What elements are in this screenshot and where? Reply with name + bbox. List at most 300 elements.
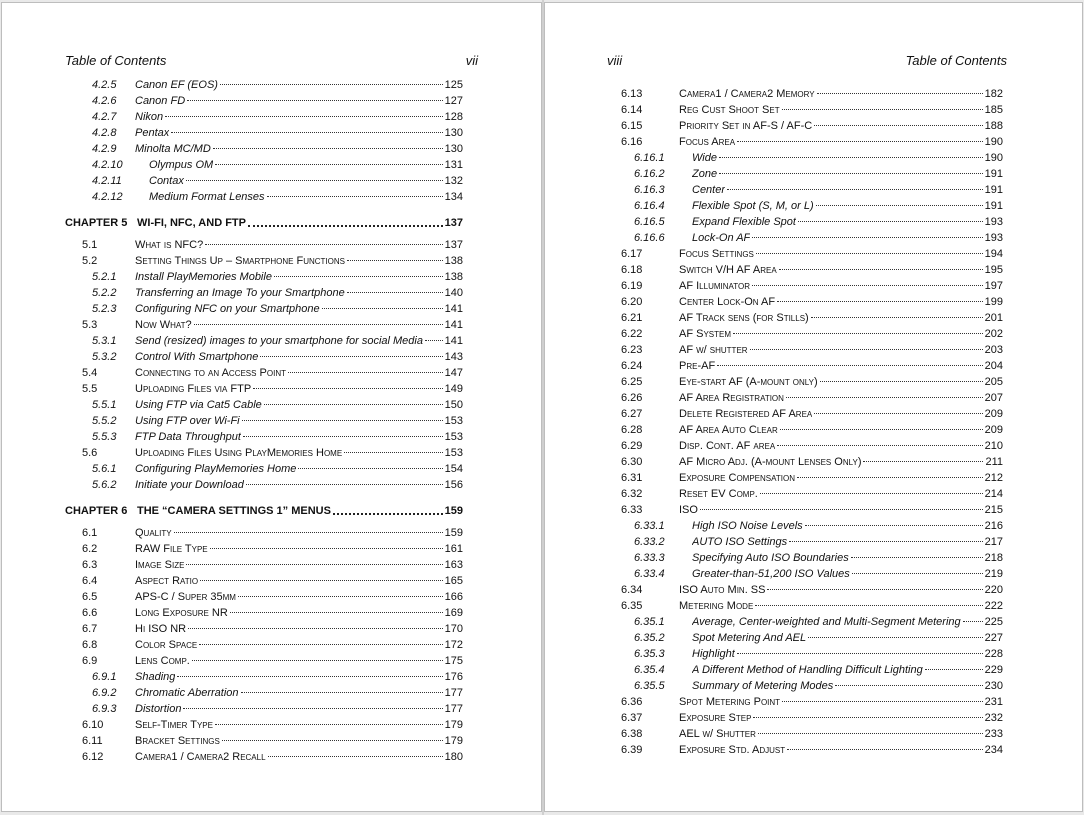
toc-entry[interactable]: [65, 623, 463, 639]
dot-leader: [758, 733, 983, 734]
toc-entry-title: AF System: [679, 328, 732, 340]
toc-entry-title: Focus Area: [679, 136, 736, 148]
toc-entry-title: AF w/ shutter: [679, 344, 748, 356]
toc-entry-title: Self-Timer Type: [135, 719, 213, 731]
toc-entry-title: Wide: [692, 152, 717, 164]
dot-leader: [852, 573, 983, 574]
toc-entry-title: Distortion: [135, 703, 182, 715]
toc-entry-title: Expand Flexible Spot: [692, 216, 796, 228]
toc-entry[interactable]: [621, 648, 1003, 664]
toc-entry[interactable]: [621, 552, 1003, 568]
toc-entry[interactable]: [621, 328, 1003, 344]
toc-entry-page: 179: [444, 735, 463, 747]
dot-leader: [755, 605, 982, 606]
toc-entry-number: 6.33.3: [634, 552, 665, 564]
dot-leader: [344, 452, 442, 453]
toc-entry-title: Pre-AF: [679, 360, 716, 372]
toc-entry[interactable]: [65, 159, 463, 175]
toc-entry[interactable]: [621, 88, 1003, 104]
toc-entry-number: 5.5: [82, 383, 98, 395]
toc-entry-number: 6.33: [621, 504, 643, 516]
dot-leader: [817, 93, 983, 94]
dot-leader: [333, 513, 443, 515]
toc-entry-page: 204: [984, 360, 1003, 372]
dot-leader: [171, 132, 442, 133]
toc-entry[interactable]: [621, 744, 1003, 760]
toc-entry-title: Setting Things Up – Smartphone Functions: [135, 255, 346, 267]
toc-entry-number: 5.3: [82, 319, 98, 331]
toc-entry[interactable]: [621, 136, 1003, 152]
toc-entry-title: Delete Registered AF Area: [679, 408, 813, 420]
toc-entry-page: 195: [984, 264, 1003, 276]
dot-leader: [814, 413, 982, 414]
toc-entry-number: CHAPTER 5: [65, 217, 128, 229]
toc-entry[interactable]: [65, 271, 463, 287]
dot-leader: [811, 317, 983, 318]
toc-entry-page: 134: [444, 191, 463, 203]
toc-entry[interactable]: [65, 607, 463, 623]
toc-entry-title: Control With Smartphone: [135, 351, 259, 363]
toc-entry[interactable]: [621, 184, 1003, 200]
dot-leader: [798, 221, 983, 222]
toc-entry[interactable]: [65, 463, 463, 479]
toc-entry-title: APS-C / Super 35mm: [135, 591, 236, 603]
toc-entry[interactable]: [65, 703, 463, 719]
toc-entry[interactable]: [621, 296, 1003, 312]
toc-entry-page: 191: [984, 200, 1003, 212]
toc-entry-page: 177: [444, 703, 463, 715]
dot-leader: [264, 404, 443, 405]
toc-entry[interactable]: [65, 143, 463, 159]
page-number: vii: [465, 53, 478, 68]
toc-entry-title: Priority Set in AF-S / AF-C: [679, 120, 813, 132]
toc-entry-number: 5.3.2: [92, 351, 117, 363]
dot-leader: [425, 340, 443, 341]
toc-entry[interactable]: [65, 575, 463, 591]
toc-entry-page: 143: [444, 351, 463, 363]
toc-entry-page: 140: [444, 287, 463, 299]
toc-entry[interactable]: [621, 120, 1003, 136]
toc-entry-page: 159: [444, 505, 463, 517]
dot-leader: [752, 285, 983, 286]
dot-leader: [187, 100, 443, 101]
toc-list: [621, 88, 1003, 760]
toc-entry-page: 161: [444, 543, 463, 555]
toc-entry[interactable]: [621, 264, 1003, 280]
dot-leader: [733, 333, 983, 334]
toc-entry-title: Now What?: [135, 319, 192, 331]
toc-entry-number: 6.11: [82, 735, 103, 747]
toc-entry[interactable]: [621, 280, 1003, 296]
dot-leader: [242, 420, 443, 421]
toc-entry-title: Lock-On AF: [692, 232, 751, 244]
toc-entry[interactable]: [65, 559, 463, 575]
dot-leader: [777, 445, 982, 446]
toc-entry-number: 6.9.1: [92, 671, 117, 683]
dot-leader: [205, 244, 442, 245]
toc-entry[interactable]: [65, 111, 463, 127]
toc-entry-number: 4.2.8: [92, 127, 117, 139]
toc-entry-title: Shading: [135, 671, 176, 683]
toc-entry-number: 6.33.1: [634, 520, 665, 532]
toc-entry-number: 6.20: [621, 296, 643, 308]
toc-entry[interactable]: [65, 639, 463, 655]
toc-entry[interactable]: [65, 735, 463, 751]
toc-entry-title: Image Size: [135, 559, 185, 571]
toc-entry-title: Configuring NFC on your Smartphone: [135, 303, 320, 315]
toc-entry-page: 153: [444, 415, 463, 427]
toc-entry-title: Greater-than-51,200 ISO Values: [692, 568, 850, 580]
toc-entry-page: 150: [444, 399, 463, 411]
toc-entry-page: 156: [444, 479, 463, 491]
toc-entry-number: 6.36: [621, 696, 643, 708]
running-head-title: Table of Contents: [65, 53, 167, 68]
toc-entry-title: Send (resized) images to your smartphone for social Media: [135, 335, 423, 347]
toc-entry-number: 5.2.2: [92, 287, 117, 299]
toc-entry[interactable]: [621, 360, 1003, 376]
toc-entry-number: 6.29: [621, 440, 643, 452]
toc-entry-title: Canon EF (EOS): [135, 79, 218, 91]
toc-entry-title: FTP Data Throughput: [135, 431, 241, 443]
toc-entry-number: 6.9.2: [92, 687, 117, 699]
toc-entry-title: Zone: [692, 168, 718, 180]
toc-entry[interactable]: [621, 312, 1003, 328]
toc-entry[interactable]: [65, 95, 463, 111]
toc-entry-page: 193: [984, 232, 1003, 244]
dot-leader: [777, 301, 983, 302]
toc-entry[interactable]: [65, 415, 463, 431]
toc-entry-number: 4.2.9: [92, 143, 117, 155]
toc-entry[interactable]: [621, 408, 1003, 424]
toc-entry-page: 190: [984, 152, 1003, 164]
toc-entry[interactable]: [65, 351, 463, 367]
toc-entry-number: 6.35.4: [634, 664, 665, 676]
toc-entry-page: 141: [444, 319, 463, 331]
toc-entry-number: 6.16: [621, 136, 643, 148]
toc-entry[interactable]: [65, 255, 463, 271]
toc-entry-number: 6.27: [621, 408, 643, 420]
dot-leader: [298, 468, 442, 469]
dot-leader: [851, 557, 983, 558]
dot-leader: [213, 148, 443, 149]
toc-entry[interactable]: [621, 152, 1003, 168]
toc-entry-title: Contax: [149, 175, 184, 187]
toc-entry[interactable]: [621, 472, 1003, 488]
toc-entry[interactable]: [65, 591, 463, 607]
dot-leader: [700, 509, 983, 510]
dot-leader: [288, 372, 443, 373]
toc-entry[interactable]: [65, 687, 463, 703]
dot-leader: [727, 189, 983, 190]
toc-entry-page: 190: [984, 136, 1003, 148]
toc-entry-page: 210: [984, 440, 1003, 452]
toc-entry-number: 6.25: [621, 376, 643, 388]
toc-entry[interactable]: [65, 383, 463, 399]
toc-entry-title: AF Illuminator: [679, 280, 750, 292]
dot-leader: [246, 484, 443, 485]
toc-entry[interactable]: [65, 239, 463, 255]
toc-entry-page: 214: [984, 488, 1003, 500]
toc-entry[interactable]: [65, 191, 463, 207]
dot-leader: [165, 116, 443, 117]
toc-entry[interactable]: [621, 568, 1003, 584]
toc-entry-title: Using FTP over Wi-Fi: [135, 415, 240, 427]
toc-entry[interactable]: [65, 719, 463, 735]
toc-entry-page: 209: [984, 408, 1003, 420]
toc-entry-page: 211: [985, 456, 1003, 468]
toc-entry-title: RAW File Type: [135, 543, 208, 555]
toc-entry-page: 194: [984, 248, 1003, 260]
toc-entry[interactable]: [621, 168, 1003, 184]
toc-entry-number: 5.6: [82, 447, 98, 459]
toc-entry[interactable]: [65, 399, 463, 415]
toc-entry-page: 170: [444, 623, 463, 635]
toc-entry[interactable]: [621, 200, 1003, 216]
toc-entry[interactable]: [621, 632, 1003, 648]
toc-entry[interactable]: [65, 79, 463, 95]
toc-entry-number: 6.16.6: [634, 232, 665, 244]
toc-entry[interactable]: [621, 232, 1003, 248]
toc-entry-title: Exposure Std. Adjust: [679, 744, 786, 756]
toc-entry-page: 165: [444, 575, 463, 587]
toc-entry[interactable]: [621, 696, 1003, 712]
dot-leader: [192, 660, 443, 661]
toc-entry[interactable]: [65, 319, 463, 335]
dot-leader: [241, 692, 443, 693]
dot-leader: [779, 269, 983, 270]
toc-entry-title: Spot Metering And AEL: [692, 632, 807, 644]
toc-entry[interactable]: [621, 440, 1003, 456]
toc-entry-title: Bracket Settings: [135, 735, 220, 747]
toc-entry[interactable]: [621, 712, 1003, 728]
toc-entry-title: Lens Comp.: [135, 655, 190, 667]
dot-leader: [797, 477, 983, 478]
right-page: [544, 2, 1083, 812]
toc-entry-page: 159: [444, 527, 463, 539]
toc-entry-number: 5.1: [82, 239, 98, 251]
toc-entry-title: Quality: [135, 527, 172, 539]
toc-entry-number: CHAPTER 6: [65, 505, 128, 517]
toc-entry[interactable]: [621, 504, 1003, 520]
toc-entry-number: 6.5: [82, 591, 98, 603]
toc-entry-title: High ISO Noise Levels: [692, 520, 803, 532]
toc-entry-page: 175: [444, 655, 463, 667]
toc-entry[interactable]: [65, 655, 463, 671]
toc-entry[interactable]: [621, 664, 1003, 680]
toc-entry-number: 6.7: [82, 623, 98, 635]
toc-entry-title: Average, Center-weighted and Multi-Segment Metering: [692, 616, 961, 628]
toc-entry-number: 6.8: [82, 639, 98, 651]
dot-leader: [808, 637, 982, 638]
dot-leader: [267, 196, 443, 197]
toc-entry-title: Minolta MC/MD: [135, 143, 211, 155]
toc-entry-number: 6.6: [82, 607, 98, 619]
toc-entry-title: Reset EV Comp.: [679, 488, 758, 500]
toc-entry[interactable]: [621, 104, 1003, 120]
dot-leader: [963, 621, 983, 622]
toc-entry-title: Install PlayMemories Mobile: [135, 271, 272, 283]
toc-entry-number: 6.35.2: [634, 632, 665, 644]
toc-entry-number: 5.2.3: [92, 303, 117, 315]
toc-entry-page: 138: [444, 255, 463, 267]
dot-leader: [816, 205, 983, 206]
toc-entry-title: Canon FD: [135, 95, 186, 107]
dot-leader: [188, 628, 443, 629]
page-number: viii: [607, 53, 623, 68]
toc-entry[interactable]: [621, 584, 1003, 600]
toc-entry-page: 233: [984, 728, 1003, 740]
toc-entry-page: 179: [444, 719, 463, 731]
toc-entry-number: 4.2.10: [92, 159, 123, 171]
dot-leader: [186, 180, 443, 181]
toc-entry-page: 138: [444, 271, 463, 283]
toc-entry[interactable]: [621, 424, 1003, 440]
toc-entry[interactable]: [621, 536, 1003, 552]
toc-entry-number: 5.2.1: [92, 271, 117, 283]
toc-entry-number: 4.2.12: [92, 191, 123, 203]
toc-entry[interactable]: [621, 392, 1003, 408]
dot-leader: [253, 388, 442, 389]
toc-entry-number: 6.19: [621, 280, 643, 292]
toc-entry[interactable]: [65, 447, 463, 463]
toc-entry[interactable]: [65, 335, 463, 351]
toc-entry-number: 6.16.2: [634, 168, 665, 180]
dot-leader: [174, 532, 443, 533]
toc-entry-page: 212: [984, 472, 1003, 484]
toc-entry[interactable]: [65, 543, 463, 559]
toc-entry[interactable]: [65, 527, 463, 543]
toc-entry-title: Pentax: [135, 127, 170, 139]
toc-entry-number: 6.1: [82, 527, 98, 539]
toc-entry[interactable]: [65, 175, 463, 191]
toc-entry-page: 215: [984, 504, 1003, 516]
toc-entry[interactable]: [621, 616, 1003, 632]
dot-leader: [322, 308, 443, 309]
toc-entry-number: 6.26: [621, 392, 643, 404]
toc-entry-page: 229: [984, 664, 1003, 676]
toc-entry[interactable]: [65, 479, 463, 495]
toc-entry-title: Summary of Metering Modes: [692, 680, 834, 692]
toc-chapter-entry[interactable]: [65, 211, 463, 235]
toc-entry-title: Disp. Cont. AF area: [679, 440, 776, 452]
dot-leader: [222, 740, 443, 741]
toc-entry-number: 5.4: [82, 367, 98, 379]
toc-entry-page: 199: [984, 296, 1003, 308]
dot-leader: [782, 701, 983, 702]
toc-entry-number: 6.35.1: [634, 616, 665, 628]
dot-leader: [780, 429, 983, 430]
toc-entry[interactable]: [65, 431, 463, 447]
toc-entry[interactable]: [65, 303, 463, 319]
toc-entry-number: 6.33.2: [634, 536, 665, 548]
dot-leader: [347, 260, 443, 261]
toc-entry-page: 166: [444, 591, 463, 603]
toc-entry-title: Medium Format Lenses: [149, 191, 265, 203]
toc-entry-title: THE “CAMERA SETTINGS 1” MENUS: [137, 505, 331, 517]
toc-entry-page: 218: [984, 552, 1003, 564]
toc-entry[interactable]: [65, 287, 463, 303]
dot-leader: [347, 292, 443, 293]
toc-entry-number: 6.37: [621, 712, 643, 724]
toc-entry[interactable]: [621, 680, 1003, 696]
toc-entry-page: 203: [984, 344, 1003, 356]
toc-entry[interactable]: [621, 600, 1003, 616]
toc-entry-title: Flexible Spot (S, M, or L): [692, 200, 814, 212]
toc-entry[interactable]: [621, 728, 1003, 744]
toc-entry-number: 4.2.5: [92, 79, 117, 91]
toc-entry[interactable]: [621, 376, 1003, 392]
toc-entry-number: 5.2: [82, 255, 98, 267]
toc-entry-title: Switch V/H AF Area: [679, 264, 777, 276]
toc-entry-number: 4.2.7: [92, 111, 117, 123]
toc-entry-page: 231: [984, 696, 1003, 708]
toc-entry-page: 217: [984, 536, 1003, 548]
toc-entry-number: 6.18: [621, 264, 643, 276]
toc-entry[interactable]: [65, 671, 463, 687]
toc-entry-title: ISO: [679, 504, 698, 516]
toc-entry-title: Metering Mode: [679, 600, 754, 612]
toc-chapter-entry[interactable]: [65, 499, 463, 523]
toc-entry-title: Eye-start AF (A-mount only): [679, 376, 818, 388]
toc-entry[interactable]: [65, 751, 463, 767]
toc-entry[interactable]: [621, 216, 1003, 232]
toc-entry[interactable]: [621, 456, 1003, 472]
toc-entry-page: 147: [444, 367, 463, 379]
toc-entry-page: 227: [984, 632, 1003, 644]
toc-entry-page: 128: [444, 111, 463, 123]
toc-entry-number: 6.35: [621, 600, 643, 612]
dot-leader: [767, 589, 982, 590]
toc-entry-page: 220: [984, 584, 1003, 596]
toc-entry[interactable]: [621, 248, 1003, 264]
toc-entry-number: 6.14: [621, 104, 643, 116]
toc-entry-number: 4.2.11: [92, 175, 122, 187]
toc-entry-page: 234: [984, 744, 1003, 756]
toc-entry-title: Camera1 / Camera2 Memory: [679, 88, 815, 100]
toc-entry-number: 6.28: [621, 424, 643, 436]
toc-entry-title: Exposure Compensation: [679, 472, 795, 484]
toc-entry-page: 202: [984, 328, 1003, 340]
toc-list: [65, 79, 463, 767]
toc-entry[interactable]: [65, 127, 463, 143]
toc-entry[interactable]: [621, 520, 1003, 536]
toc-entry-page: 201: [984, 312, 1003, 324]
dot-leader: [719, 157, 983, 158]
dot-leader: [719, 173, 983, 174]
toc-entry[interactable]: [621, 488, 1003, 504]
toc-entry-title: Highlight: [692, 648, 735, 660]
toc-entry-page: 230: [984, 680, 1003, 692]
toc-entry-number: 6.35.3: [634, 648, 665, 660]
toc-entry-number: 5.6.1: [92, 463, 117, 475]
dot-leader: [782, 109, 983, 110]
dot-leader: [753, 717, 982, 718]
dot-leader: [230, 612, 443, 613]
dot-leader: [238, 596, 443, 597]
toc-entry-title: Long Exposure NR: [135, 607, 228, 619]
toc-entry[interactable]: [621, 344, 1003, 360]
dot-leader: [215, 724, 443, 725]
toc-entry-number: 4.2.6: [92, 95, 117, 107]
dot-leader: [925, 669, 983, 670]
dot-leader: [789, 541, 982, 542]
toc-entry-title: WI-FI, NFC, AND FTP: [137, 217, 246, 229]
toc-entry[interactable]: [65, 367, 463, 383]
toc-entry-page: 132: [444, 175, 463, 187]
dot-leader: [805, 525, 983, 526]
toc-entry-number: 5.5.2: [92, 415, 117, 427]
toc-entry-title: Olympus OM: [149, 159, 214, 171]
